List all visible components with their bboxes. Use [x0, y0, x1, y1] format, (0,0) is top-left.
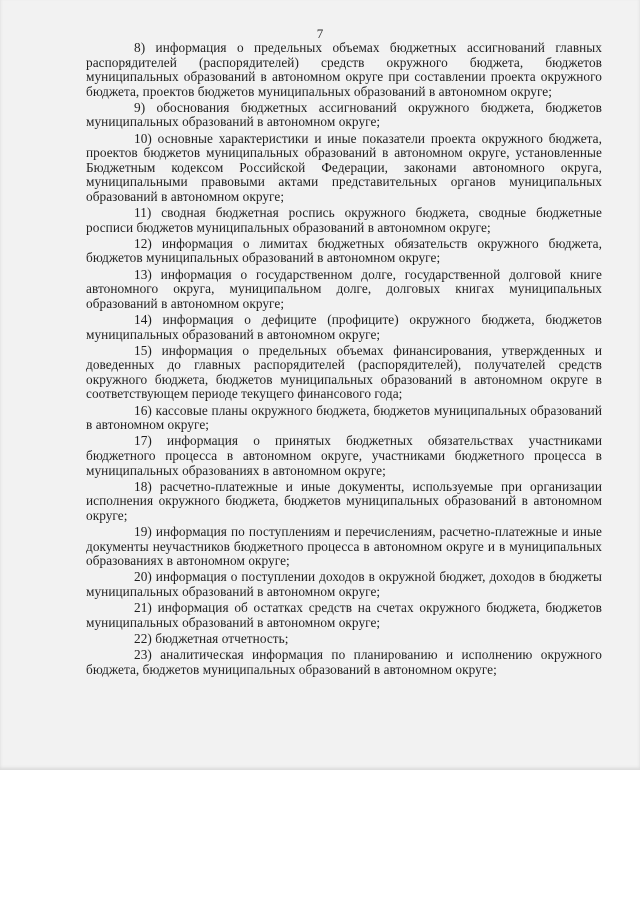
list-item-15: 15) информация о предельных объемах финансирования, утвержденных и доведенных до главных распорядителей (распорядителей), получателей средств окружного бюджета, бюджетов муниципальных образований в автономном округе в соответствующем периоде текущего финансового года; — [86, 342, 602, 402]
list-item-20: 20) информация о поступлении доходов в окружной бюджет, доходов в бюджеты муниципальных образований в автономном округе; — [86, 569, 602, 599]
list-item-12: 12) информация о лимитах бюджетных обязательств окружного бюджета, бюджетов муниципальных образований в автономном округе; — [86, 235, 602, 266]
list-item-11: 11) сводная бюджетная роспись окружного бюджета, сводные бюджетные росписи бюджетов муниципальных образований в автономном округе; — [86, 205, 602, 235]
list-item-22: 22) бюджетная отчетность; — [134, 630, 289, 646]
list-item-9: 9) обоснования бюджетных ассигнований окружного бюджета, бюджетов муниципальных образований в автономном округе; — [86, 99, 602, 130]
list-item-14: 14) информация о дефиците (профиците) окружного бюджета, бюджетов муниципальных образований в автономном округе; — [86, 311, 602, 342]
list-item-10: 10) основные характеристики и иные показатели проекта окружного бюджета, проектов бюджетов муниципальных образований в автономном округе, установленные Бюджетным кодексом Российской Федерации, законами автономного округа, муниципальными правовыми актами представительных органов муниципальных образований в автономном округе; — [86, 130, 602, 204]
document-body — [86, 41, 602, 679]
list-item-8: 8) информация о предельных объемах бюджетных ассигнований главных распорядителей (распорядителей) средств окружного бюджета, бюджетов муниципальных образований в автономном округе при составлении проекта окружного бюджета, проектов бюджетов муниципальных образований в автономном округе; — [86, 40, 602, 99]
list-item-13: 13) информация о государственном долге, государственной долговой книге автономного округа, муниципальном долге, долговых книгах муниципальных образований в автономном округе; — [86, 266, 602, 311]
list-item-16: 16) кассовые планы окружного бюджета, бюджетов муниципальных образований в автономном округе; — [86, 402, 602, 433]
list-item-21: 21) информация об остатках средств на счетах окружного бюджета, бюджетов муниципальных образований в автономном округе; — [86, 600, 602, 630]
list-item-23: 23) аналитическая информация по планированию и исполнению окружного бюджета, бюджетов муниципальных образований в автономном округе; — [86, 647, 602, 677]
list-item-17: 17) информация о принятых бюджетных обязательствах участниками бюджетного процесса в автономном округе, участниками бюджетного процесса в муниципальных образованиях в автономном округе; — [86, 433, 602, 478]
list-item-19: 19) информация по поступлениям и перечислениям, расчетно-платежные и иные документы неучастников бюджетного процесса в автономном округе и в муниципальных образованиях в автономном округе; — [86, 524, 602, 569]
page-number: 7 — [316, 26, 324, 41]
list-item-18: 18) расчетно-платежные и иные документы, используемые при организации исполнения окружного бюджета, бюджетов муниципальных образований в автономном округе; — [86, 478, 602, 523]
